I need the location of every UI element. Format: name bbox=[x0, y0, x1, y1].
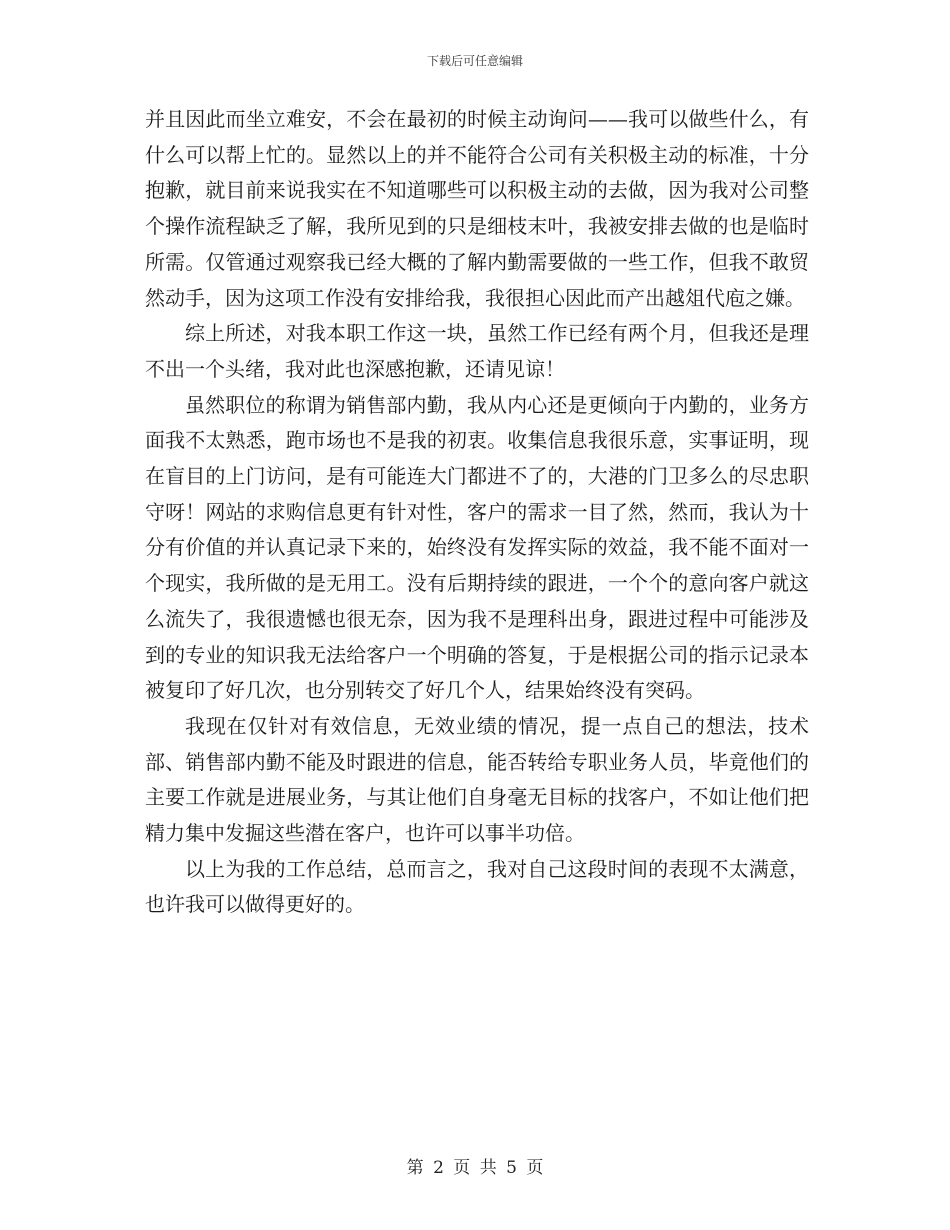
document-body bbox=[145, 102, 809, 923]
paragraph-continued: 并且因此而坐立难安，不会在最初的时候主动询问——我可以做些什么，有什么可以帮上忙的。显然以上的并不能符合公司有关积极主动的标准，十分抱歉，就目前来说我实在不知道哪些可以积极主动的去做，因为我对公司整个操作流程缺乏了解，我所见到的只是细枝末叶，我被安排去做的也是临时所需。仅管通过观察我已经大概的了解内勤需要做的一些工作，但我不敢贸然动手，因为这项工作没有安排给我，我很担心因此而产出越俎代庖之嫌。 bbox=[145, 107, 809, 310]
paragraph-summary: 综上所述，对我本职工作这一块，虽然工作已经有两个月，但我还是理不出一个头绪，我对此也深感抱歉，还请见谅！ bbox=[145, 321, 809, 381]
paragraph-suggestion: 我现在仅针对有效信息，无效业绩的情况，提一点自己的想法，技术部、销售部内勤不能及时跟进的信息，能否转给专职业务人员，毕竟他们的主要工作就是进展业务，与其让他们自身毫无目标的找客户，不如让他们把精力集中发掘这些潜在客户，也许可以事半功倍。 bbox=[145, 713, 809, 846]
paragraph-conclusion: 以上为我的工作总结，总而言之，我对自己这段时间的表现不太满意，也许我可以做得更好的。 bbox=[145, 856, 809, 917]
paragraph-position: 虽然职位的称谓为销售部内勤，我从内心还是更倾向于内勤的，业务方面我不太熟悉，跑市场也不是我的初衷。收集信息我很乐意，实事证明，现在盲目的上门访问，是有可能连大门都进不了的，大港的门卫多么的尽忠职守呀！网站的求购信息更有针对性，客户的需求一目了然，然而，我认为十分有价值的并认真记录下来的，始终没有发挥实际的效益，我不能不面对一个现实，我所做的是无用工。没有后期持续的跟进，一个个的意向客户就这么流失了，我很遗憾也很无奈，因为我不是理科出身，跟进过程中可能涉及到的专业的知识我无法给客户一个明确的答复，于是根据公司的指示记录本被复印了好几次，也分别转交了好几个人，结果始终没有突码。 bbox=[145, 392, 809, 703]
page-header: 下载后可任意编辑 bbox=[426, 54, 523, 68]
page-number-footer: 第 2 页 共 5 页 bbox=[406, 1158, 544, 1178]
